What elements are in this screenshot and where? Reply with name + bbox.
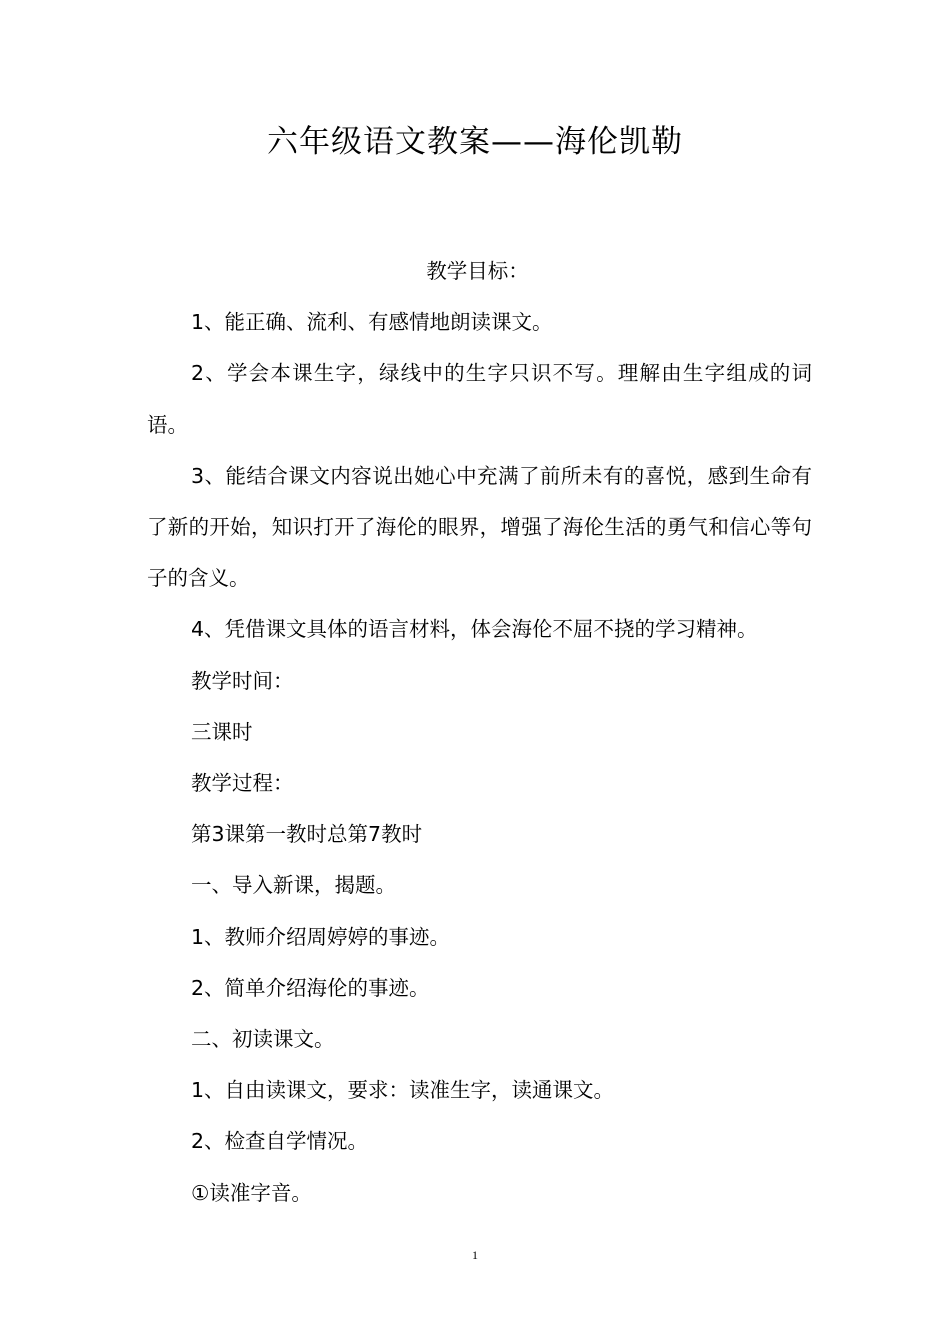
- paragraph-section-2-subitem-1: ①读准字音。: [191, 1180, 312, 1205]
- paragraph-teaching-time-value: 三课时: [191, 719, 253, 744]
- paragraph-section-1: 一、导入新课，揭题。: [191, 873, 396, 898]
- document-title: 六年级语文教案——海伦凯勒: [267, 124, 683, 160]
- paragraph-section-1-item-2: 2、简单介绍海伦的事迹。: [191, 975, 430, 1000]
- page-number: 1: [472, 1248, 478, 1262]
- paragraph-section-1-item-1: 1、教师介绍周婷婷的事迹。: [191, 924, 451, 949]
- paragraph-goal-3: 3、能结合课文内容说出她心中充满了前所未有的喜悦，感到生命有了新的开始，知识打开了海伦的眼界，增强了海伦生活的勇气和信心等句子的含义。: [147, 463, 812, 591]
- paragraph-teaching-goals-heading: 教学目标：: [426, 259, 529, 283]
- paragraph-goal-1: 1、能正确、流利、有感情地朗读课文。: [191, 310, 553, 335]
- paragraph-teaching-process-heading: 教学过程：: [191, 771, 294, 796]
- paragraph-section-2-item-2: 2、检查自学情况。: [191, 1129, 369, 1154]
- paragraph-goal-4: 4、凭借课文具体的语言材料，体会海伦不屈不挠的学习精神。: [191, 617, 758, 642]
- paragraph-lesson-session: 第3课第一教时总第7教时: [191, 822, 423, 847]
- document-body: [147, 246, 812, 1219]
- paragraph-section-2-item-1: 1、自由读课文，要求：读准生字，读通课文。: [191, 1078, 615, 1103]
- paragraph-teaching-time-heading: 教学时间：: [191, 668, 294, 693]
- paragraph-section-2: 二、初读课文。: [191, 1027, 335, 1052]
- paragraph-goal-2: 2、学会本课生字，绿线中的生字只识不写。理解由生字组成的词语。: [147, 361, 812, 437]
